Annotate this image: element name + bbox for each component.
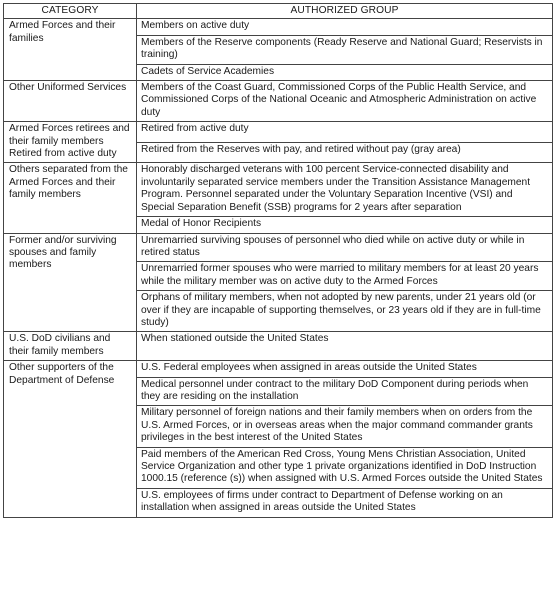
group-cell: Military personnel of foreign nations and their family members when on orders from the U.S. Armed Forces, or in overseas areas when the major command commander grants privileges in the best interest of the United States	[137, 406, 553, 447]
authorized-group-header: AUTHORIZED GROUP	[137, 4, 553, 19]
category-cell: Other supporters of the Department of Defense	[4, 361, 137, 517]
category-cell: Other Uniformed Services	[4, 81, 137, 122]
table-row	[4, 332, 553, 361]
category-header: CATEGORY	[4, 4, 137, 19]
group-cell: Unremarried surviving spouses of personnel who died while on active duty or while in retired status	[137, 233, 553, 262]
group-cell: When stationed outside the United States	[137, 332, 553, 361]
authorized-groups-table-wrapper	[3, 3, 552, 518]
group-cell: Retired from active duty	[137, 122, 553, 143]
category-cell: U.S. DoD civilians and their family members	[4, 332, 137, 361]
group-cell: Honorably discharged veterans with 100 percent Service-connected disability and involuntarily separated service members under the Transition Assistance Management Program. Personnel separated under the Voluntary Separation Incentive (VSI) and Special Separation Benefit (SSB) programs for 2 years after separation	[137, 163, 553, 217]
group-cell: Retired from the Reserves with pay, and retired without pay (gray area)	[137, 142, 553, 163]
group-cell: Medal of Honor Recipients	[137, 217, 553, 233]
group-cell: Members of the Reserve components (Ready Reserve and National Guard; Reservists in training)	[137, 35, 553, 64]
group-cell: Members of the Coast Guard, Commissioned Corps of the Public Health Service, and Commissioned Corps of the National Oceanic and Atmospheric Administration on active duty	[137, 81, 553, 122]
group-cell: U.S. employees of firms under contract to Department of Defense working on an installation when assigned in areas outside the United States	[137, 488, 553, 517]
table-row	[4, 19, 553, 35]
category-cell: Former and/or surviving spouses and family members	[4, 233, 137, 332]
table-row	[4, 122, 553, 143]
group-cell: U.S. Federal employees when assigned in areas outside the United States	[137, 361, 553, 377]
category-cell: Armed Forces retirees and their family members Retired from active duty	[4, 122, 137, 163]
table-body	[4, 19, 553, 517]
header-row	[4, 4, 553, 19]
group-cell: Cadets of Service Academies	[137, 64, 553, 80]
table-row	[4, 81, 553, 122]
group-cell: Orphans of military members, when not adopted by new parents, under 21 years old (or over if they are incapable of supporting themselves, or 23 years old if they are in full-time study)	[137, 291, 553, 332]
table-row	[4, 163, 553, 217]
group-cell: Medical personnel under contract to the military DoD Component during periods when they are residing on the installation	[137, 377, 553, 406]
group-cell: Unremarried former spouses who were married to military members for at least 20 years while the military member was on active duty to the Armed Forces	[137, 262, 553, 291]
table-row	[4, 233, 553, 262]
table-row	[4, 361, 553, 377]
group-cell: Members on active duty	[137, 19, 553, 35]
group-cell: Paid members of the American Red Cross, Young Mens Christian Association, United Service Organization and other type 1 private organizations identified in DoD Instruction 1000.15 (reference (s)) when assigned with U.S. Armed Forces outside the United States	[137, 447, 553, 488]
authorized-groups-table	[3, 3, 553, 518]
category-cell: Armed Forces and their families	[4, 19, 137, 81]
category-cell: Others separated from the Armed Forces and their family members	[4, 163, 137, 233]
